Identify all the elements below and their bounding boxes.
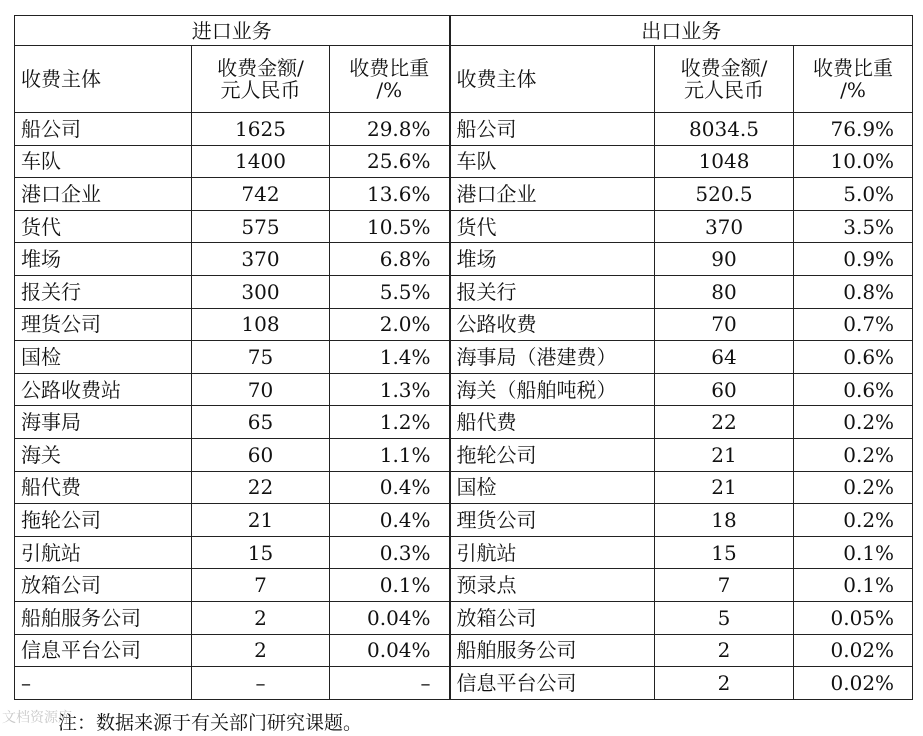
export-subject-cell: 船代费 [450,406,655,439]
import-share-cell: 29.8% [330,113,450,146]
export-amount-cell: 8034.5 [655,113,794,146]
export-amount-cell: 520.5 [655,178,794,211]
import-amount-cell: 75 [192,341,330,374]
import-amount-cell: 1625 [192,113,330,146]
share-header-line2: /% [840,78,866,102]
import-subject-cell: 引航站 [15,536,192,569]
import-subject-cell: 拖轮公司 [15,504,192,537]
export-amount-cell: 22 [655,406,794,439]
fee-table [14,15,913,700]
export-subject-cell: 船舶服务公司 [450,634,655,667]
export-subject-cell: 堆场 [450,243,655,276]
import-subject-cell: 海事局 [15,406,192,439]
export-subject-cell: 预录点 [450,569,655,602]
table-row [15,341,913,374]
export-subject-cell: 海关（船舶吨税） [450,373,655,406]
export-share-cell: 0.02% [794,634,913,667]
table-row [15,504,913,537]
export-amount-cell: 5 [655,601,794,634]
import-share-header [330,46,450,113]
export-subject-cell: 货代 [450,210,655,243]
export-subject-cell: 海事局（港建费） [450,341,655,374]
export-subject-cell: 港口企业 [450,178,655,211]
import-group-header: 进口业务 [15,16,450,46]
import-amount-cell: 65 [192,406,330,439]
import-subject-cell: – [15,667,192,700]
import-subject-cell: 货代 [15,210,192,243]
import-subject-cell: 信息平台公司 [15,634,192,667]
export-subject-cell: 拖轮公司 [450,438,655,471]
export-amount-header [655,46,794,113]
export-share-cell: 0.02% [794,667,913,700]
export-amount-cell: 21 [655,438,794,471]
import-share-cell: 0.4% [330,504,450,537]
import-subject-cell: 车队 [15,145,192,178]
import-share-cell: 0.04% [330,601,450,634]
export-share-cell: 0.7% [794,308,913,341]
export-amount-cell: 2 [655,634,794,667]
import-subject-cell: 船公司 [15,113,192,146]
column-header-row [15,46,913,113]
export-subject-cell: 信息平台公司 [450,667,655,700]
export-subject-cell: 国检 [450,471,655,504]
amount-header-line2: 元人民币 [220,78,301,102]
import-subject-cell: 国检 [15,341,192,374]
export-share-cell: 0.8% [794,275,913,308]
watermark: 文档资源库 [2,710,72,726]
export-share-cell: 0.2% [794,406,913,439]
import-share-cell: 6.8% [330,243,450,276]
table-row [15,471,913,504]
table-row [15,438,913,471]
import-amount-cell: 575 [192,210,330,243]
export-share-cell: 3.5% [794,210,913,243]
table-row [15,569,913,602]
table-row [15,667,913,700]
import-amount-cell: 60 [192,438,330,471]
export-amount-cell: 370 [655,210,794,243]
table-row [15,145,913,178]
import-subject-cell: 理货公司 [15,308,192,341]
export-subject-cell: 公路收费 [450,308,655,341]
table-row [15,210,913,243]
import-amount-cell: 742 [192,178,330,211]
group-header-row [15,16,913,46]
import-subject-cell: 报关行 [15,275,192,308]
import-amount-cell: 70 [192,373,330,406]
export-share-cell: 5.0% [794,178,913,211]
amount-header-line1: 收费金额/ [680,56,768,80]
export-share-cell: 0.6% [794,373,913,406]
export-share-cell: 0.2% [794,504,913,537]
share-header-line1: 收费比重 [349,56,430,80]
import-share-cell: 1.4% [330,341,450,374]
export-share-cell: 0.2% [794,471,913,504]
export-amount-cell: 80 [655,275,794,308]
import-amount-cell: 15 [192,536,330,569]
import-amount-cell: – [192,667,330,700]
import-amount-cell: 7 [192,569,330,602]
import-share-cell: 25.6% [330,145,450,178]
export-amount-cell: 21 [655,471,794,504]
import-share-cell: 1.1% [330,438,450,471]
export-subject-cell: 报关行 [450,275,655,308]
export-group-header: 出口业务 [450,16,913,46]
table-row [15,536,913,569]
export-amount-cell: 15 [655,536,794,569]
import-subject-cell: 堆场 [15,243,192,276]
import-amount-cell: 108 [192,308,330,341]
import-share-cell: 0.04% [330,634,450,667]
import-amount-cell: 2 [192,634,330,667]
import-share-cell: 1.3% [330,373,450,406]
export-subject-cell: 放箱公司 [450,601,655,634]
table-row [15,308,913,341]
import-subject-cell: 船舶服务公司 [15,601,192,634]
export-amount-cell: 64 [655,341,794,374]
share-header-line2: /% [376,78,403,102]
source-note: 注：数据来源于有关部门研究课题。 [58,712,363,734]
export-share-cell: 0.2% [794,438,913,471]
export-share-cell: 10.0% [794,145,913,178]
table-row [15,601,913,634]
export-share-cell: 0.9% [794,243,913,276]
table-row [15,275,913,308]
export-share-cell: 76.9% [794,113,913,146]
import-share-cell: 5.5% [330,275,450,308]
import-subject-cell: 船代费 [15,471,192,504]
export-subject-cell: 理货公司 [450,504,655,537]
import-amount-cell: 300 [192,275,330,308]
import-share-cell: 0.1% [330,569,450,602]
import-subject-cell: 放箱公司 [15,569,192,602]
export-amount-cell: 1048 [655,145,794,178]
export-share-cell: 0.6% [794,341,913,374]
import-share-cell: 2.0% [330,308,450,341]
import-amount-cell: 370 [192,243,330,276]
export-subject-cell: 船公司 [450,113,655,146]
import-share-cell: 0.4% [330,471,450,504]
export-share-cell: 0.1% [794,569,913,602]
import-share-cell: 10.5% [330,210,450,243]
import-amount-cell: 21 [192,504,330,537]
export-amount-cell: 70 [655,308,794,341]
import-share-cell: – [330,667,450,700]
table-row [15,634,913,667]
import-amount-cell: 22 [192,471,330,504]
table-row [15,113,913,146]
export-amount-cell: 7 [655,569,794,602]
export-subject-cell: 车队 [450,145,655,178]
export-amount-cell: 18 [655,504,794,537]
import-share-cell: 1.2% [330,406,450,439]
export-subject-header: 收费主体 [450,46,655,113]
export-amount-cell: 90 [655,243,794,276]
export-share-cell: 0.1% [794,536,913,569]
export-share-header [794,46,913,113]
table-row [15,178,913,211]
share-header-line1: 收费比重 [813,56,894,80]
amount-header-line1: 收费金额/ [217,56,304,80]
import-amount-cell: 1400 [192,145,330,178]
import-share-cell: 0.3% [330,536,450,569]
table-row [15,373,913,406]
import-share-cell: 13.6% [330,178,450,211]
import-subject-cell: 海关 [15,438,192,471]
table-row [15,243,913,276]
export-amount-cell: 60 [655,373,794,406]
amount-header-line2: 元人民币 [684,78,765,102]
export-subject-cell: 引航站 [450,536,655,569]
import-amount-cell: 2 [192,601,330,634]
import-subject-cell: 港口企业 [15,178,192,211]
export-share-cell: 0.05% [794,601,913,634]
import-amount-header [192,46,330,113]
import-subject-cell: 公路收费站 [15,373,192,406]
export-amount-cell: 2 [655,667,794,700]
table-row [15,406,913,439]
import-subject-header: 收费主体 [15,46,192,113]
